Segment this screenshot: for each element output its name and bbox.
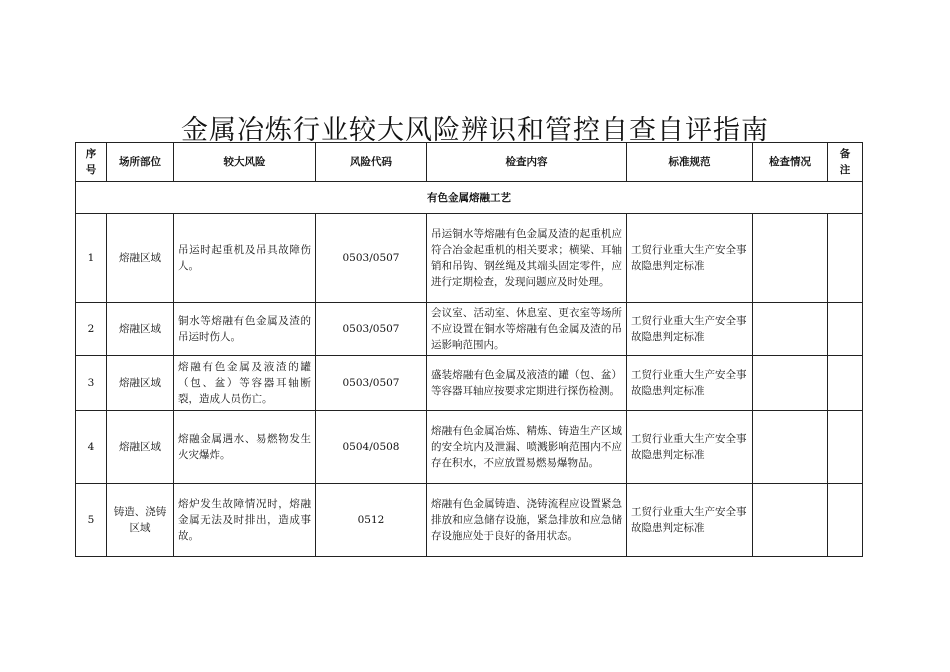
- cell-content: 会议室、活动室、休息室、更衣室等场所不应设置在铜水等熔融有色金属及渣的吊运影响范围内。: [427, 303, 627, 356]
- table-row: [76, 214, 863, 303]
- cell-note: [828, 411, 863, 484]
- header-status: 检查情况: [753, 143, 828, 182]
- header-content: 检查内容: [427, 143, 627, 182]
- cell-risk: 吊运时起重机及吊具故障伤人。: [174, 214, 316, 303]
- cell-note: [828, 303, 863, 356]
- cell-standard: 工贸行业重大生产安全事故隐患判定标准: [627, 303, 753, 356]
- cell-location: 熔融区域: [107, 303, 174, 356]
- header-seq: 序 号: [76, 143, 107, 182]
- header-row: [76, 143, 863, 182]
- cell-note: [828, 484, 863, 557]
- header-standard: 标准规范: [627, 143, 753, 182]
- cell-location: 铸造、浇铸区域: [107, 484, 174, 557]
- cell-content: 盛装熔融有色金属及液渣的罐（包、盆）等容器耳轴应按要求定期进行探伤检测。: [427, 356, 627, 411]
- cell-standard: 工贸行业重大生产安全事故隐患判定标准: [627, 214, 753, 303]
- cell-standard: 工贸行业重大生产安全事故隐患判定标准: [627, 484, 753, 557]
- table-row: [76, 411, 863, 484]
- table-row: [76, 303, 863, 356]
- cell-location: 熔融区域: [107, 411, 174, 484]
- cell-code: 0503/0507: [316, 356, 427, 411]
- cell-code: 0503/0507: [316, 214, 427, 303]
- header-risk: 较大风险: [174, 143, 316, 182]
- cell-code: 0512: [316, 484, 427, 557]
- header-location: 场所部位: [107, 143, 174, 182]
- page-title: 金属冶炼行业较大风险辨识和管控自查自评指南: [181, 115, 769, 146]
- cell-seq: 1: [76, 214, 107, 303]
- cell-standard: 工贸行业重大生产安全事故隐患判定标准: [627, 356, 753, 411]
- cell-risk: 铜水等熔融有色金属及渣的吊运时伤人。: [174, 303, 316, 356]
- risk-table: [75, 142, 863, 557]
- cell-content: 熔融有色金属铸造、浇铸流程应设置紧急排放和应急储存设施，紧急排放和应急储存设施应处于良好的备用状态。: [427, 484, 627, 557]
- cell-seq: 2: [76, 303, 107, 356]
- cell-risk: 熔融有色金属及液渣的罐（包、盆）等容器耳轴断裂，造成人员伤亡。: [174, 356, 316, 411]
- cell-standard: 工贸行业重大生产安全事故隐患判定标准: [627, 411, 753, 484]
- cell-seq: 3: [76, 356, 107, 411]
- header-note: 备 注: [828, 143, 863, 182]
- cell-note: [828, 356, 863, 411]
- table-row: [76, 484, 863, 557]
- cell-note: [828, 214, 863, 303]
- cell-content: 吊运铜水等熔融有色金属及渣的起重机应符合冶金起重机的相关要求；横梁、耳轴销和吊钩、钢丝绳及其端头固定零件，应进行定期检查，发现问题应及时处理。: [427, 214, 627, 303]
- cell-location: 熔融区域: [107, 214, 174, 303]
- table-row: [76, 356, 863, 411]
- cell-location: 熔融区域: [107, 356, 174, 411]
- cell-status: [753, 484, 828, 557]
- cell-seq: 5: [76, 484, 107, 557]
- cell-code: 0503/0507: [316, 303, 427, 356]
- cell-risk: 熔融金属遇水、易燃物发生火灾爆炸。: [174, 411, 316, 484]
- cell-content: 熔融有色金属冶炼、精炼、铸造生产区域的安全坑内及泄漏、喷溅影响范围内不应存在积水，不应放置易燃易爆物品。: [427, 411, 627, 484]
- cell-code: 0504/0508: [316, 411, 427, 484]
- cell-risk: 熔炉发生故障情况时，熔融金属无法及时排出，造成事故。: [174, 484, 316, 557]
- header-code: 风险代码: [316, 143, 427, 182]
- section-row: [76, 182, 863, 214]
- cell-status: [753, 356, 828, 411]
- cell-seq: 4: [76, 411, 107, 484]
- cell-status: [753, 214, 828, 303]
- cell-status: [753, 303, 828, 356]
- section-title: 有色金属熔融工艺: [76, 182, 863, 214]
- cell-status: [753, 411, 828, 484]
